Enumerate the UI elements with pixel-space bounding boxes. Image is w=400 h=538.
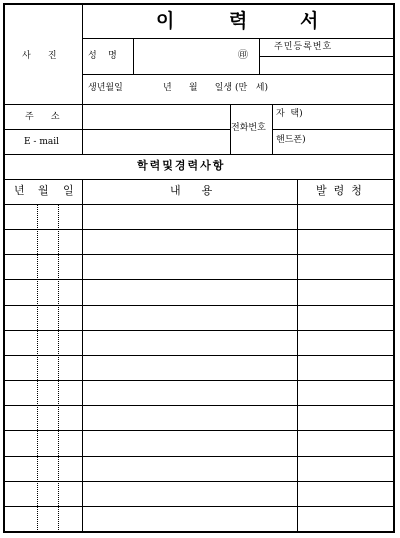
table-row[interactable] [4, 481, 394, 506]
contact-section-bottom [4, 154, 394, 155]
seal-mark: ㊞ [238, 50, 248, 61]
address-label: 주 소 [25, 112, 60, 122]
name-label: 성 명 [88, 51, 117, 61]
resident-number-field[interactable] [260, 57, 393, 73]
table-row[interactable] [4, 355, 394, 380]
mobile-phone-label: 핸드폰) [276, 135, 306, 145]
birth-format: 년 월 일생 (만 세) [163, 83, 268, 93]
table-row[interactable] [4, 430, 394, 455]
title-char-3: 서 [300, 10, 319, 32]
header-content: 내 용 [170, 184, 213, 197]
mobile-phone-field[interactable] [320, 130, 393, 153]
home-phone-field[interactable] [320, 105, 393, 128]
table-row[interactable] [4, 229, 394, 254]
table-row[interactable] [4, 254, 394, 279]
section-title-bottom [4, 179, 394, 180]
email-field[interactable] [83, 130, 229, 153]
header-month: 월 [38, 184, 49, 197]
section-title: 학력및경력사항 [137, 159, 226, 172]
photo-divider [82, 4, 83, 104]
table-row[interactable] [4, 330, 394, 355]
birth-label: 생년월일 [88, 83, 123, 93]
title-char-1: 이 [156, 10, 175, 32]
header-day: 일 [63, 184, 74, 197]
phone-label: 전화번호 [231, 123, 266, 133]
email-label: E - mail [24, 137, 59, 147]
table-row[interactable] [4, 305, 394, 330]
photo-label: 사 진 [22, 51, 57, 61]
table-row[interactable] [4, 405, 394, 430]
table-row[interactable] [4, 506, 394, 531]
table-row[interactable] [4, 380, 394, 405]
resident-number-label: 주민등록번호 [274, 42, 333, 52]
table-row[interactable] [4, 279, 394, 304]
header-issuer: 발 령 청 [316, 184, 362, 197]
address-field[interactable] [83, 105, 229, 128]
table-row[interactable] [4, 456, 394, 481]
title-char-2: 력 [229, 10, 248, 32]
header-year: 년 [14, 184, 25, 197]
name-row-bottom [82, 74, 394, 75]
table-row[interactable] [4, 204, 394, 229]
home-phone-label: 자 택) [276, 109, 303, 119]
